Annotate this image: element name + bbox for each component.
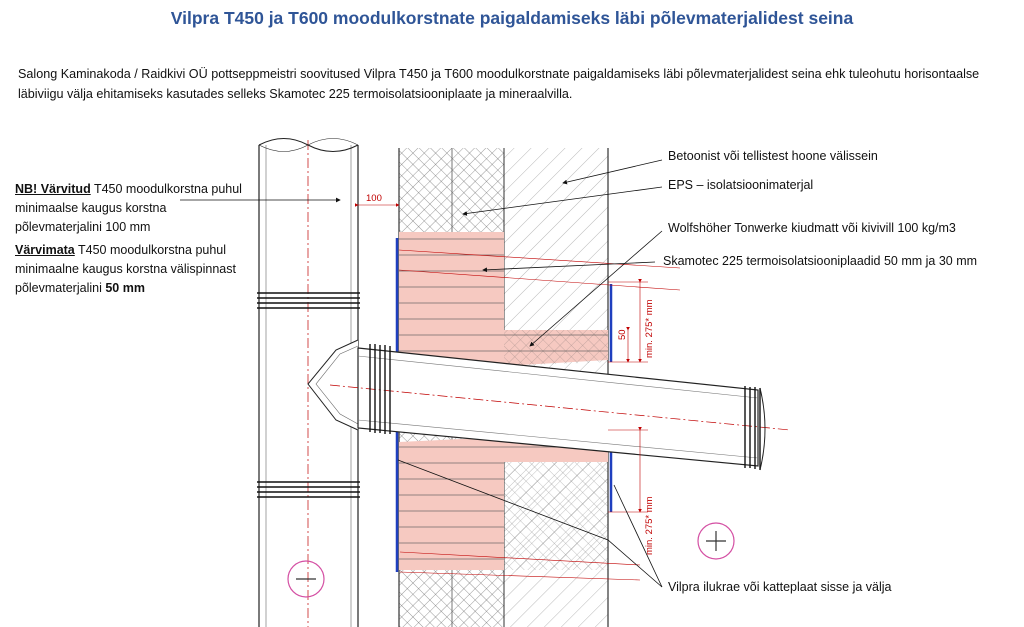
label-cover-plate: Vilpra ilukrae või katteplaat sisse ja välja <box>668 580 892 594</box>
dim-50: 50 <box>617 329 628 340</box>
dim-100: 100 <box>366 193 382 204</box>
note-unpainted-text: T450 moodulkorstna puhul minimaalne kaugus korstna välispinnast põlevmaterjalini <box>15 243 236 295</box>
label-wall: Betoonist või tellistest hoone välissein <box>668 149 878 163</box>
page-title: Vilpra T450 ja T600 moodulkorstnate paigaldamiseks läbi põlevmaterjalidest seina <box>170 8 854 28</box>
note-unpainted-lead: Värvimata <box>15 243 75 257</box>
chimney-vertical <box>257 138 360 627</box>
label-eps: EPS – isolatsioonimaterjal <box>668 178 814 192</box>
plus-icon <box>698 523 734 559</box>
note-painted-text: T450 moodulkorstna puhul minimaalse kaugus korstna põlevmaterjalini 100 mm <box>15 182 242 234</box>
label-wool: Wolfshöher Tonwerke kiudmatt või kivivill 100 kg/m3 <box>668 221 956 235</box>
intro-text: Salong Kaminakoda / Raidkivi OÜ pottseppmeistri soovitused Vilpra T450 ja T600 moodulkorstnate paigaldamiseks läbi põlevmaterjalidest seina ehk tuleohutu horisontaalse läbiviigu välja ehitamiseks kasutades selleks Skamotec 225 termoisolatsiooniplaate ja mineraalvilla. <box>18 67 980 101</box>
note-painted-lead: NB! Värvitud <box>15 182 91 196</box>
dim-min275-bottom: min. 275* mm <box>644 496 655 555</box>
note-unpainted-distance: 50 mm <box>105 281 145 295</box>
dim-min275-top: min. 275* mm <box>644 299 655 358</box>
label-skamotec: Skamotec 225 termoisolatsiooniplaadid 50 mm ja 30 mm <box>663 254 978 268</box>
